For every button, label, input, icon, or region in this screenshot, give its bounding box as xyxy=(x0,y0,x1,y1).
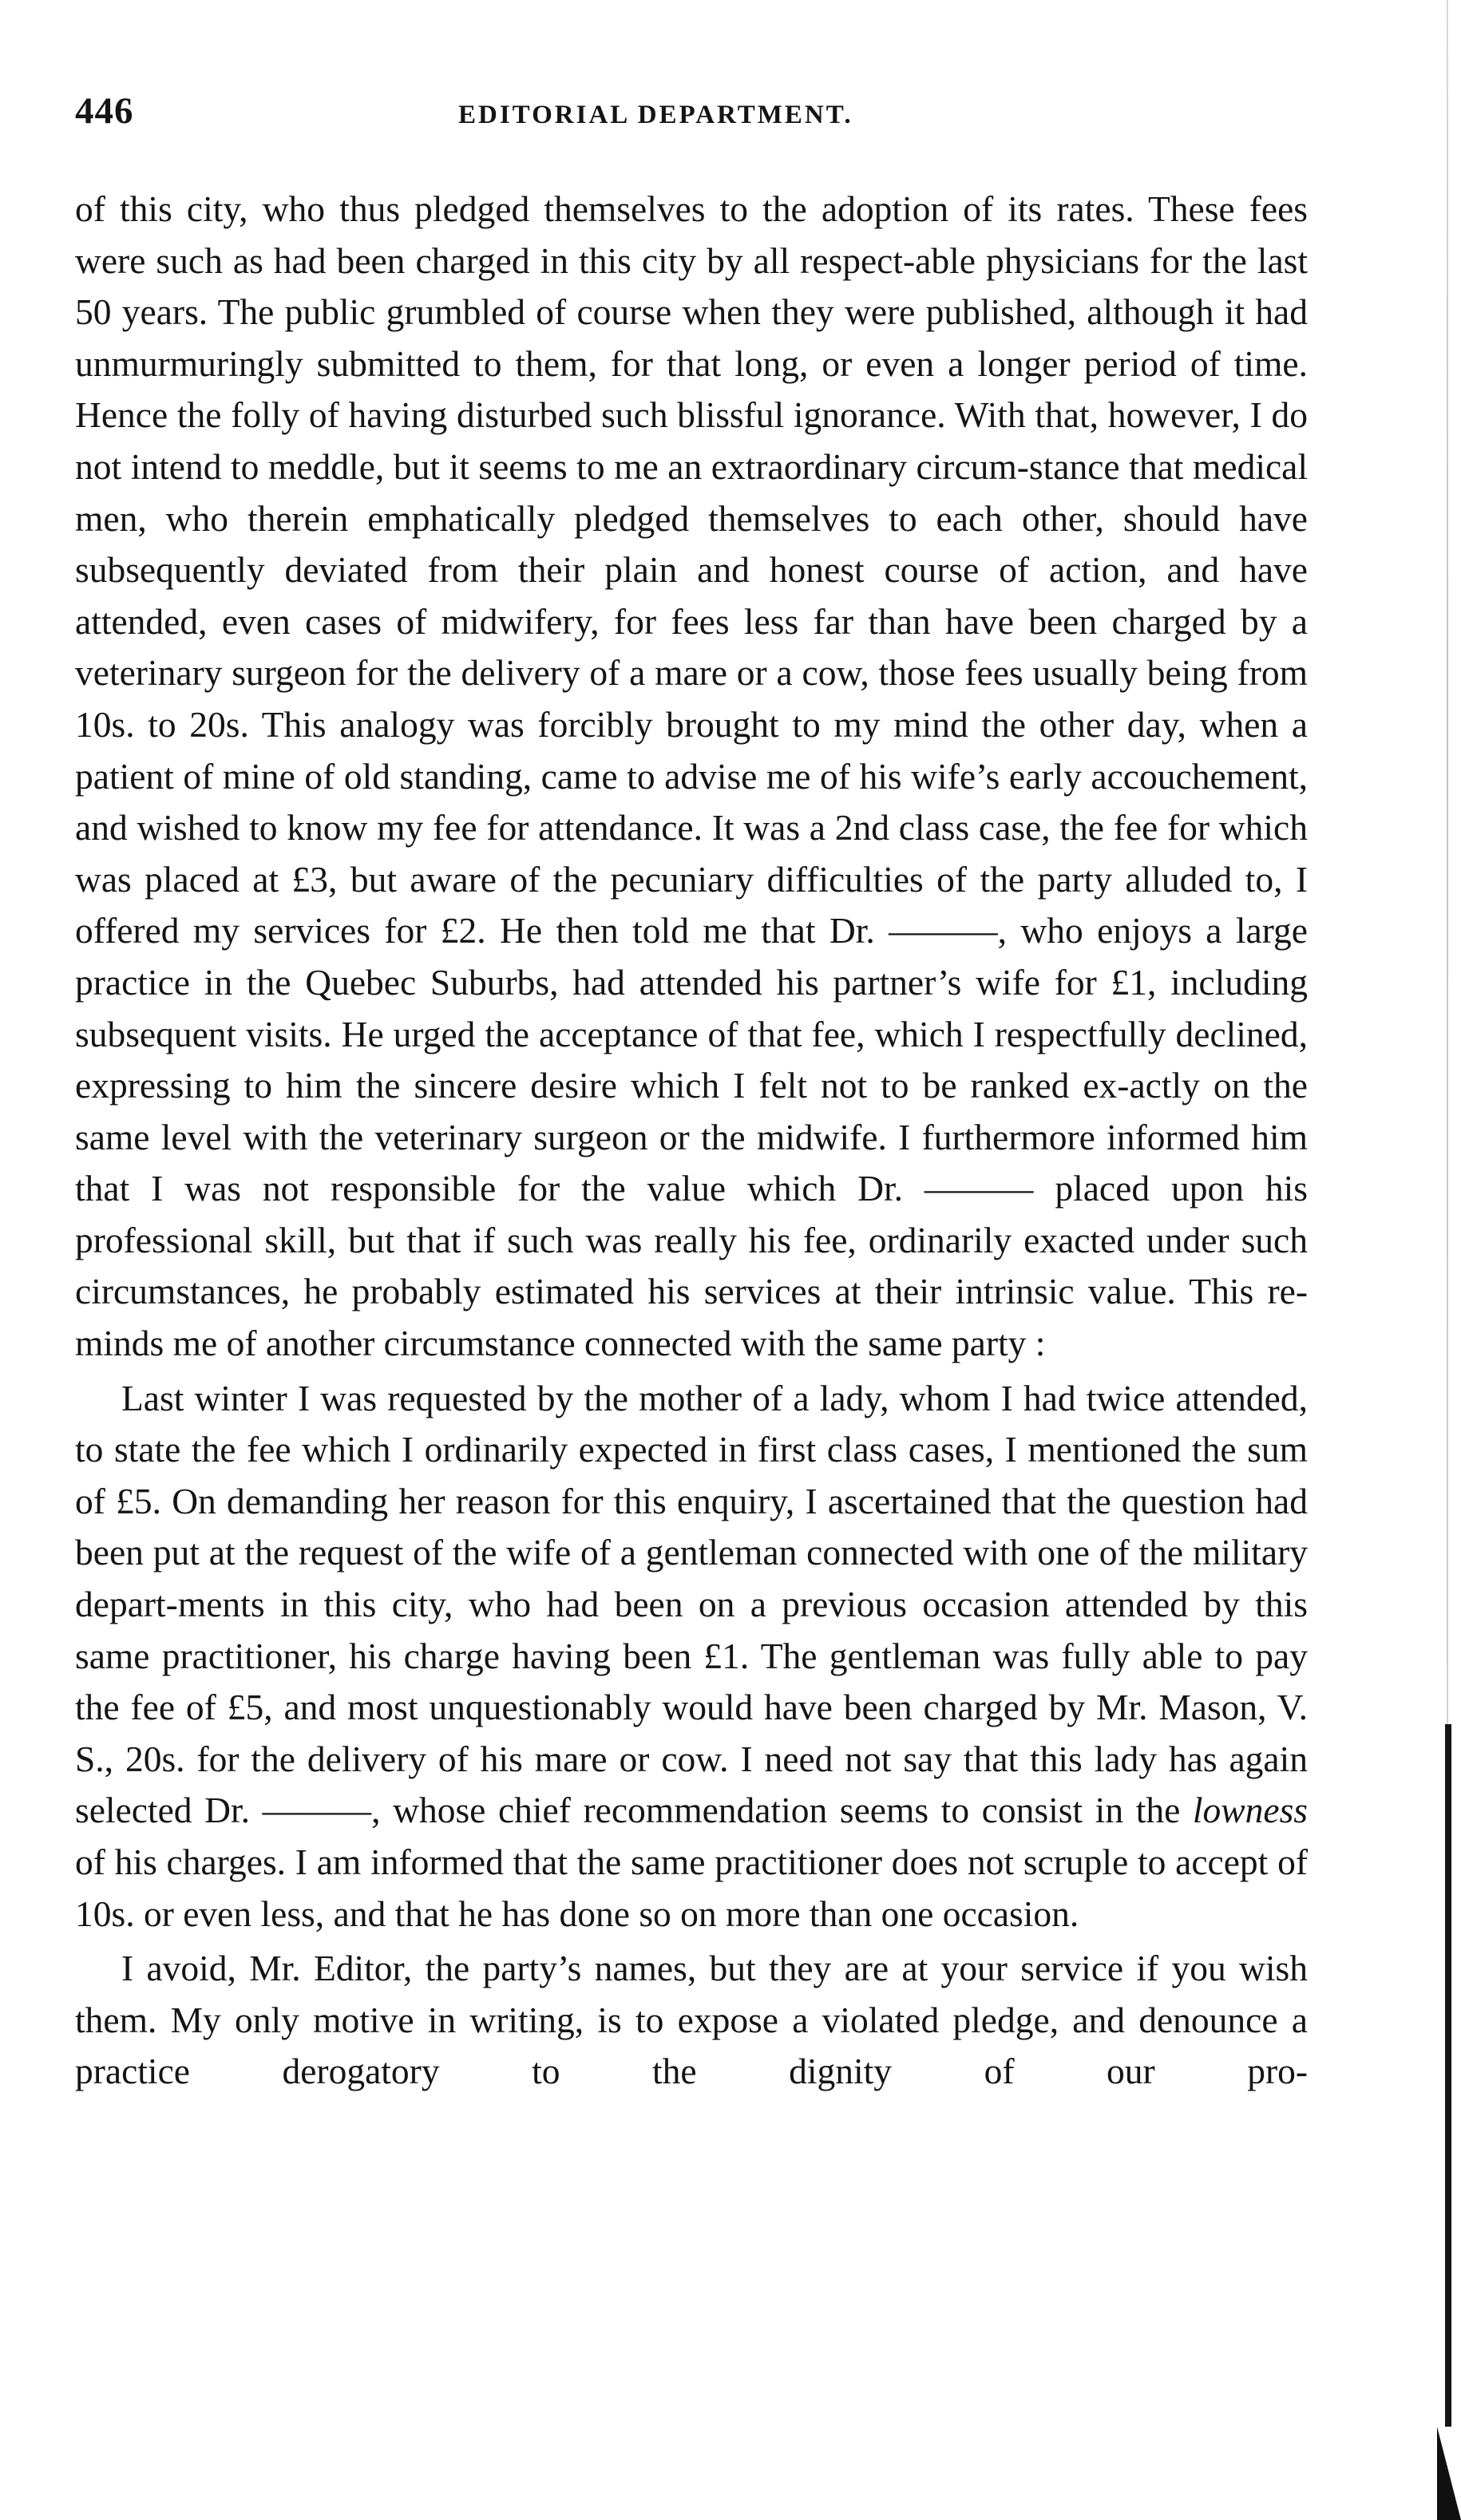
paragraph-2-ending: of his charges. I am informed that the same practitioner does not scruple to accept of 10s. or even less, and that he has done so on more than one occasion. xyxy=(75,1842,1308,1934)
paragraph-2 xyxy=(75,1373,1308,1940)
paragraph-2-text: Last winter I was requested by the mother of a lady, whom I had twice attended, to state the fee which I ordinarily expected in first class cases, I mentioned the sum of £5. On demanding her reason for this enquiry, I ascertained that the question had been put at the request of the wife of a gentleman connected with one of the military depart-ments in this city, who had been on a previous occasion attended by this same practitioner, his charge having been £1. The gentleman was fully able to pay the fee of £5, and most unquestionably would have been charged by Mr. Mason, V. S., 20s. for the delivery of his mare or cow. I need not say that this lady has again selected Dr. ———, whose chief recommendation seems to consist in the xyxy=(75,1377,1308,1831)
page-header xyxy=(75,89,1320,145)
binding-edge-corner xyxy=(1437,2427,1461,2520)
paragraph-3: I avoid, Mr. Editor, the party’s names, but they are at your service if you wish them. My only motive in writing, is to expose a violated pledge, and denounce a practice derogatory to the dignity of our pro- xyxy=(75,1948,1308,2092)
binding-edge xyxy=(1405,0,1461,2520)
running-head: EDITORIAL DEPARTMENT. xyxy=(458,101,853,129)
binding-edge-shadow xyxy=(1445,1724,1451,2427)
binding-edge-line xyxy=(1447,0,1448,1724)
italic-emphasis: lowness xyxy=(1192,1790,1309,1831)
page-number: 446 xyxy=(75,90,134,132)
paragraph-1: of this city, who thus pledged themselves to the adoption of its rates. These fees were such as had been charged in this city by all respect-able physicians for the last 50 years. The public grumbled of course when they were published, although it had unmurmuringly submitted to them, for that long, or even a longer period of time. Hence the folly of having disturbed such blissful ignorance. With that, however, I do not intend to meddle, but it seems to me an extraordinary circum-stance that medical men, who therein emphatically pledged themselves to each other, should have subsequently deviated from their plain and honest course of action, and have attended, even cases of midwifery, for fees less far than have been charged by a veterinary surgeon for the delivery of a mare or a cow, those fees usually being from 10s. to 20s. This analogy was forcibly brought to my mind the other day, when a patient of mine of old standing, came to advise me of his wife’s early accouchement, and wished to know my fee for attendance. It was a 2nd class case, the fee for which was placed at £3, but aware of the pecuniary difficulties of the party alluded to, I offered my services for £2. He then told me that Dr. ———, who enjoys a large practice in the Quebec Suburbs, had attended his partner’s wife for £1, including subsequent visits. He urged the acceptance of that fee, which I respectfully declined, expressing to him the sincere desire which I felt not to be ranked ex-actly on the same level with the veterinary surgeon or the midwife. I furthermore informed him that I was not responsible for the value which Dr. ——— placed upon his professional skill, but that if such was really his fee, ordinarily exacted under such circumstances, he probably estimated his services at their intrinsic value. This re-minds me of another circumstance connected with the same party : xyxy=(75,188,1308,1364)
body-text xyxy=(75,184,1308,2098)
